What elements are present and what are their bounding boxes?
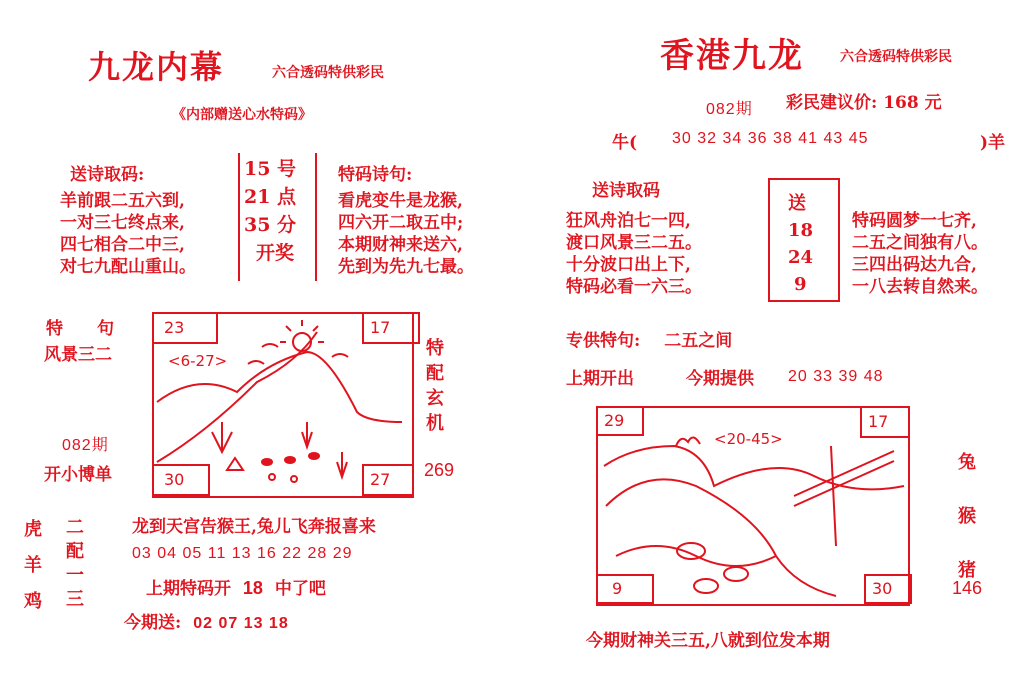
left-poem xyxy=(60,190,196,278)
left-landscape-drawing xyxy=(152,312,414,498)
right-today-numbers: 20 33 39 48 xyxy=(788,368,884,385)
side-char: 配 xyxy=(426,363,444,384)
poem-line: 羊前跟二五六到, xyxy=(60,191,185,211)
last-open-suffix: 中了吧 xyxy=(274,579,326,599)
left-side-vertical xyxy=(426,336,444,436)
left-open-label: 开小博单 xyxy=(44,465,112,485)
left-special-heading: 特码诗句: xyxy=(338,165,413,185)
left-tejv-text: 风景三二 xyxy=(44,345,112,365)
right-last-open: 上期开出 xyxy=(566,369,634,389)
right-pic-corner-br: 30 xyxy=(864,574,912,604)
right-side-number: 146 xyxy=(952,578,983,598)
right-price: 彩民建议价: 168 元 xyxy=(786,93,942,113)
poem-line: 对七九配山重山。 xyxy=(60,257,196,277)
right-pic-corner-tr: 17 xyxy=(860,406,910,438)
right-sheep-label: )羊 xyxy=(980,133,1006,153)
animal-char: 三 xyxy=(66,589,84,610)
animal-char: 羊 xyxy=(24,555,42,576)
left-note: 《内部赠送心水特码》 xyxy=(172,107,312,123)
right-pic-text: <20-45> xyxy=(714,430,783,448)
left-side-number: 269 xyxy=(424,460,455,480)
right-landscape-drawing xyxy=(596,406,910,606)
animal-char: 虎 xyxy=(24,519,42,540)
center-line: 开奖 xyxy=(256,242,295,264)
center-line: 18 xyxy=(788,220,814,241)
right-ox-label: 牛( xyxy=(612,133,638,153)
right-today-provide: 今期提供 xyxy=(686,369,754,389)
animal-char: 鸡 xyxy=(24,591,42,612)
today-numbers: 02 07 13 18 xyxy=(193,615,289,632)
today-label: 今期送: xyxy=(124,613,182,633)
poem-line: 一对三七终点来, xyxy=(60,213,185,233)
right-special-sentence xyxy=(566,326,732,351)
side-char: 猴 xyxy=(958,506,976,527)
special-sentence-text: 二五之间 xyxy=(664,331,733,351)
last-open-prefix: 上期特码开 xyxy=(146,579,231,599)
left-pic-corner-br: 27 xyxy=(362,464,414,496)
special-line: 先到为先九七最。 xyxy=(338,257,474,277)
left-last-open xyxy=(146,574,326,599)
animal-char: 二 xyxy=(66,517,84,538)
left-subtitle: 六合透码特供彩民 xyxy=(272,65,384,81)
poem-line: 渡口风景三二五。 xyxy=(566,233,702,253)
center-line: 21 点 xyxy=(244,186,297,208)
right-title: 香港九龙 xyxy=(660,36,804,76)
left-tejv-label: 特 句 xyxy=(46,319,114,339)
left-period: 082期 xyxy=(62,437,109,454)
left-animals-col2 xyxy=(66,516,84,612)
poem-line: 十分波口出上下, xyxy=(566,255,691,275)
poem-line: 四七相合二中三, xyxy=(60,235,185,255)
special-sentence-label: 专供特句: xyxy=(566,331,641,351)
special-line: 三四出码达九合, xyxy=(852,255,977,275)
special-line: 看虎变牛是龙猴, xyxy=(338,191,463,211)
special-line: 四六开二取五中; xyxy=(338,213,464,233)
center-line: 24 xyxy=(788,247,814,268)
right-poem xyxy=(566,210,702,298)
right-ox-numbers: 30 32 34 36 38 41 43 45 xyxy=(672,130,869,147)
left-title: 九龙内幕 xyxy=(88,48,225,86)
center-line: 9 xyxy=(794,274,807,295)
side-char: 猪 xyxy=(958,560,976,581)
right-pic-corner-tl: 29 xyxy=(596,406,644,436)
poem-line: 特码必看一六三。 xyxy=(566,277,702,297)
special-line: 二五之间独有八。 xyxy=(852,233,988,253)
side-char: 兔 xyxy=(958,452,976,473)
right-subtitle: 六合透码特供彩民 xyxy=(840,49,952,65)
left-dragon-line: 龙到天宫告猴王,兔儿飞奔报喜来 xyxy=(132,517,376,537)
special-line: 特码圆梦一七齐, xyxy=(852,211,977,231)
right-side-vertical xyxy=(958,436,976,598)
poem-line: 狂风舟泊七一四, xyxy=(566,211,691,231)
center-line: 35 分 xyxy=(244,214,297,236)
center-line: 送 xyxy=(788,193,806,214)
animal-char: 配 xyxy=(66,541,84,562)
left-pic-text: <6-27> xyxy=(168,352,228,370)
last-open-number: 18 xyxy=(242,578,263,598)
left-pic-corner-tr: 17 xyxy=(362,312,420,344)
right-period: 082期 xyxy=(706,101,753,118)
side-char: 机 xyxy=(426,413,444,434)
left-numbers-line: 03 04 05 11 13 16 22 28 29 xyxy=(132,545,353,562)
right-poem-heading: 送诗取码 xyxy=(592,181,660,201)
right-special-lines xyxy=(852,210,988,298)
right-center-lines xyxy=(788,190,813,298)
center-line: 15 号 xyxy=(244,158,297,180)
special-line: 本期财神来送六, xyxy=(338,235,463,255)
left-animals-col1 xyxy=(24,512,42,620)
right-footer: 今期财神关三五,八就到位发本期 xyxy=(586,631,830,651)
left-today xyxy=(124,608,289,633)
left-poem-heading: 送诗取码: xyxy=(70,165,145,185)
side-char: 特 xyxy=(426,338,444,359)
special-line: 一八去转自然来。 xyxy=(852,277,988,297)
left-pic-corner-tl: 23 xyxy=(152,312,218,344)
left-center-lines xyxy=(244,155,296,267)
animal-char: 一 xyxy=(66,565,84,586)
left-pic-corner-bl: 30 xyxy=(152,464,210,496)
left-special-lines xyxy=(338,190,474,278)
right-pic-corner-bl: 9 xyxy=(596,574,654,604)
side-char: 玄 xyxy=(426,388,444,409)
